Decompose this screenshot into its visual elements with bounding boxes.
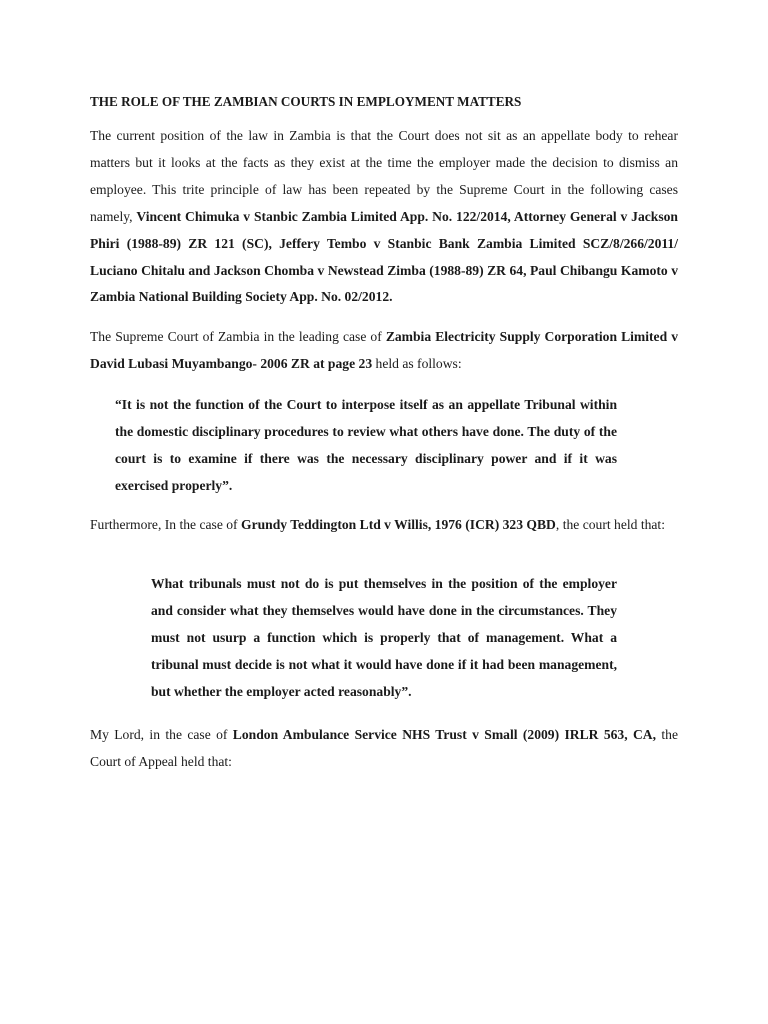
paragraph-text: held as follows: xyxy=(372,356,462,372)
paragraph-text: Furthermore, In the case of xyxy=(90,517,241,533)
paragraph-furthermore xyxy=(90,512,678,539)
case-citations: Vincent Chimuka v Stanbic Zambia Limited App. No. 122/2014, Attorney General v Jackson Phiri (1988-89) ZR 121 (SC), Jeffery Tembo v Stanbic Bank Zambia Limited SCZ/8/266/2011/ Luciano Chitalu and Jackson Chomba v Newstead Zimba (1988-89) ZR 64, Paul Chibangu Kamoto v Zambia National Building Society App. No. 02/2012. xyxy=(90,208,678,305)
paragraph-text: , the court held that: xyxy=(555,517,665,533)
paragraph-london-ambulance xyxy=(90,722,678,776)
paragraph-law-position xyxy=(90,123,678,311)
case-citation: Grundy Teddington Ltd v Willis, 1976 (ICR) 323 QBD xyxy=(241,517,556,533)
case-citation: Zambia Electricity Supply Corporation Limited v David Lubasi Muyambango- 2006 ZR at page 23 xyxy=(90,329,679,372)
paragraph-text: The current position of the law in Zambia is that the Court does not sit as an appellate body to rehear matters but it looks at the facts as they exist at the time the employer made the decision to dismiss an employee. This trite principle of law has been repeated by the Supreme Court in the following cases namely, xyxy=(90,128,678,224)
paragraph-text: the Court of Appeal held that: xyxy=(90,727,678,769)
document-page xyxy=(90,88,678,789)
paragraph-supreme-court xyxy=(90,324,678,378)
paragraph-text: The Supreme Court of Zambia in the leading case of xyxy=(90,329,386,345)
block-quote-grundy: What tribunals must not do is put themselves in the position of the employer and consider what they themselves would have done in the circumstances. They must not usurp a function which is properly that of management. What a tribunal must decide is not what it would have done if it had been management, but whether the employer acted reasonably”. xyxy=(151,576,617,700)
paragraph-text: My Lord, in the case of xyxy=(90,727,233,743)
block-quote-zesco: “It is not the function of the Court to interpose itself as an appellate Tribunal within the domestic disciplinary procedures to review what others have done. The duty of the court is to examine if there was the necessary disciplinary power and if it was exercised properly”. xyxy=(115,397,617,494)
case-citation: London Ambulance Service NHS Trust v Small (2009) IRLR 563, CA, xyxy=(232,727,657,743)
document-title: THE ROLE OF THE ZAMBIAN COURTS IN EMPLOYMENT MATTERS xyxy=(90,94,522,109)
